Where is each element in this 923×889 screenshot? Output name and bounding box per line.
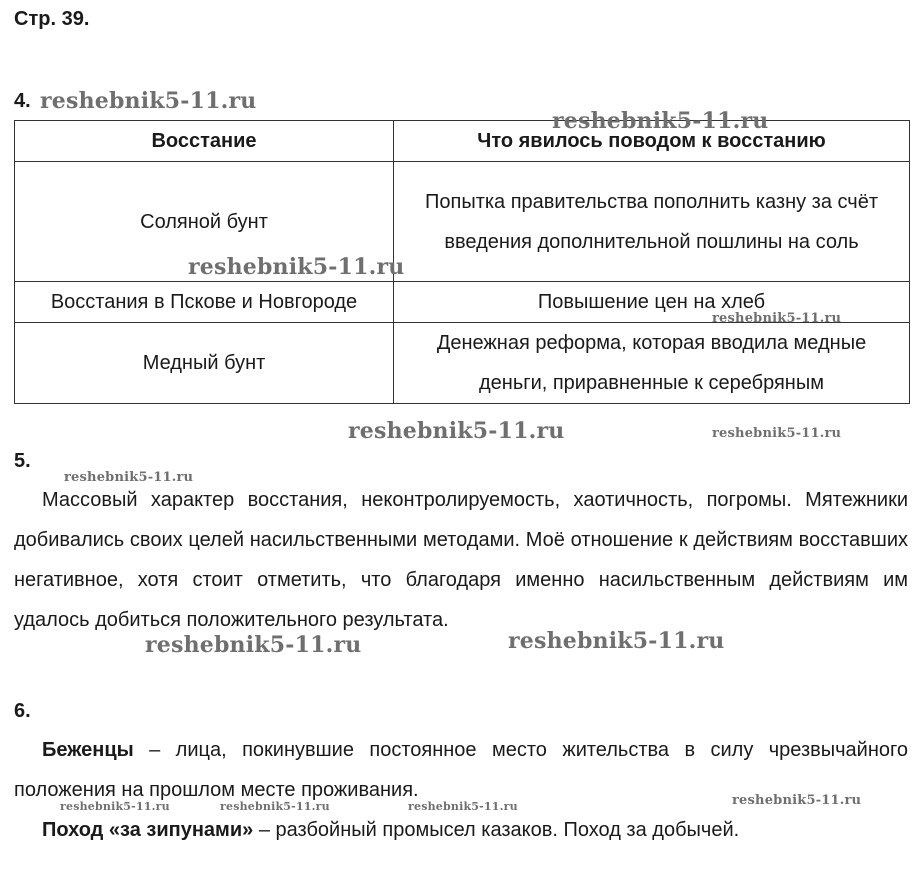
cause-cell: Попытка правительства пополнить казну за счёт введения дополнительной пошлины на соль — [394, 162, 910, 282]
task4-number: 4. — [14, 90, 31, 112]
watermark: reshebnik5-11.ru — [188, 254, 405, 280]
table-header-row — [15, 121, 910, 162]
revolt-cell: Восстания в Пскове и Новгороде — [15, 282, 394, 323]
definition-refugees: – лица, покинувшие постоянное место жительства в силу чрезвычайного положения на прошлом месте проживания. — [14, 739, 908, 801]
watermark: reshebnik5-11.ru — [220, 800, 330, 813]
task5-answer: Массовый характер восстания, неконтролируемость, хаотичность, погромы. Мятежники добивались своих целей насильственными методами. Моё отношение к действиям восставших негативное, хотя стоит отметить, что благодаря именно насильственным действиям им удалось добиться положительного результата. — [14, 489, 908, 631]
watermark: reshebnik5-11.ru — [40, 88, 257, 114]
task6-definition-2 — [14, 810, 908, 850]
revolt-cell: Медный бунт — [15, 323, 394, 404]
watermark: reshebnik5-11.ru — [60, 800, 170, 813]
page-label: Стр. 39. — [14, 8, 90, 30]
task6-number: 6. — [14, 700, 31, 722]
watermark: reshebnik5-11.ru — [348, 418, 565, 444]
watermark: reshebnik5-11.ru — [712, 426, 842, 441]
table-row — [15, 162, 910, 282]
cause-cell: Денежная реформа, которая вводила медные деньги, приравненные к серебряным — [394, 323, 910, 404]
watermark: reshebnik5-11.ru — [145, 632, 362, 658]
watermark: reshebnik5-11.ru — [712, 311, 842, 326]
watermark: reshebnik5-11.ru — [408, 800, 518, 813]
cause-cell: Повышение цен на хлеб — [394, 282, 910, 323]
watermark: reshebnik5-11.ru — [732, 793, 862, 808]
task5-number: 5. — [14, 450, 31, 472]
definition-zipuny-campaign: – разбойный промысел казаков. Поход за добычей. — [253, 819, 740, 841]
table-row — [15, 323, 910, 404]
column-header-revolt: Восстание — [15, 121, 394, 162]
revolt-cell: Соляной бунт — [15, 162, 394, 282]
watermark: reshebnik5-11.ru — [64, 470, 194, 485]
watermark: reshebnik5-11.ru — [552, 108, 769, 134]
term-zipuny-campaign: Поход «за зипунами» — [42, 819, 254, 841]
watermark: reshebnik5-11.ru — [508, 628, 725, 654]
term-refugees: Беженцы — [42, 739, 134, 761]
column-header-cause: Что явилось поводом к восстанию — [394, 121, 910, 162]
revolts-table — [14, 120, 910, 404]
